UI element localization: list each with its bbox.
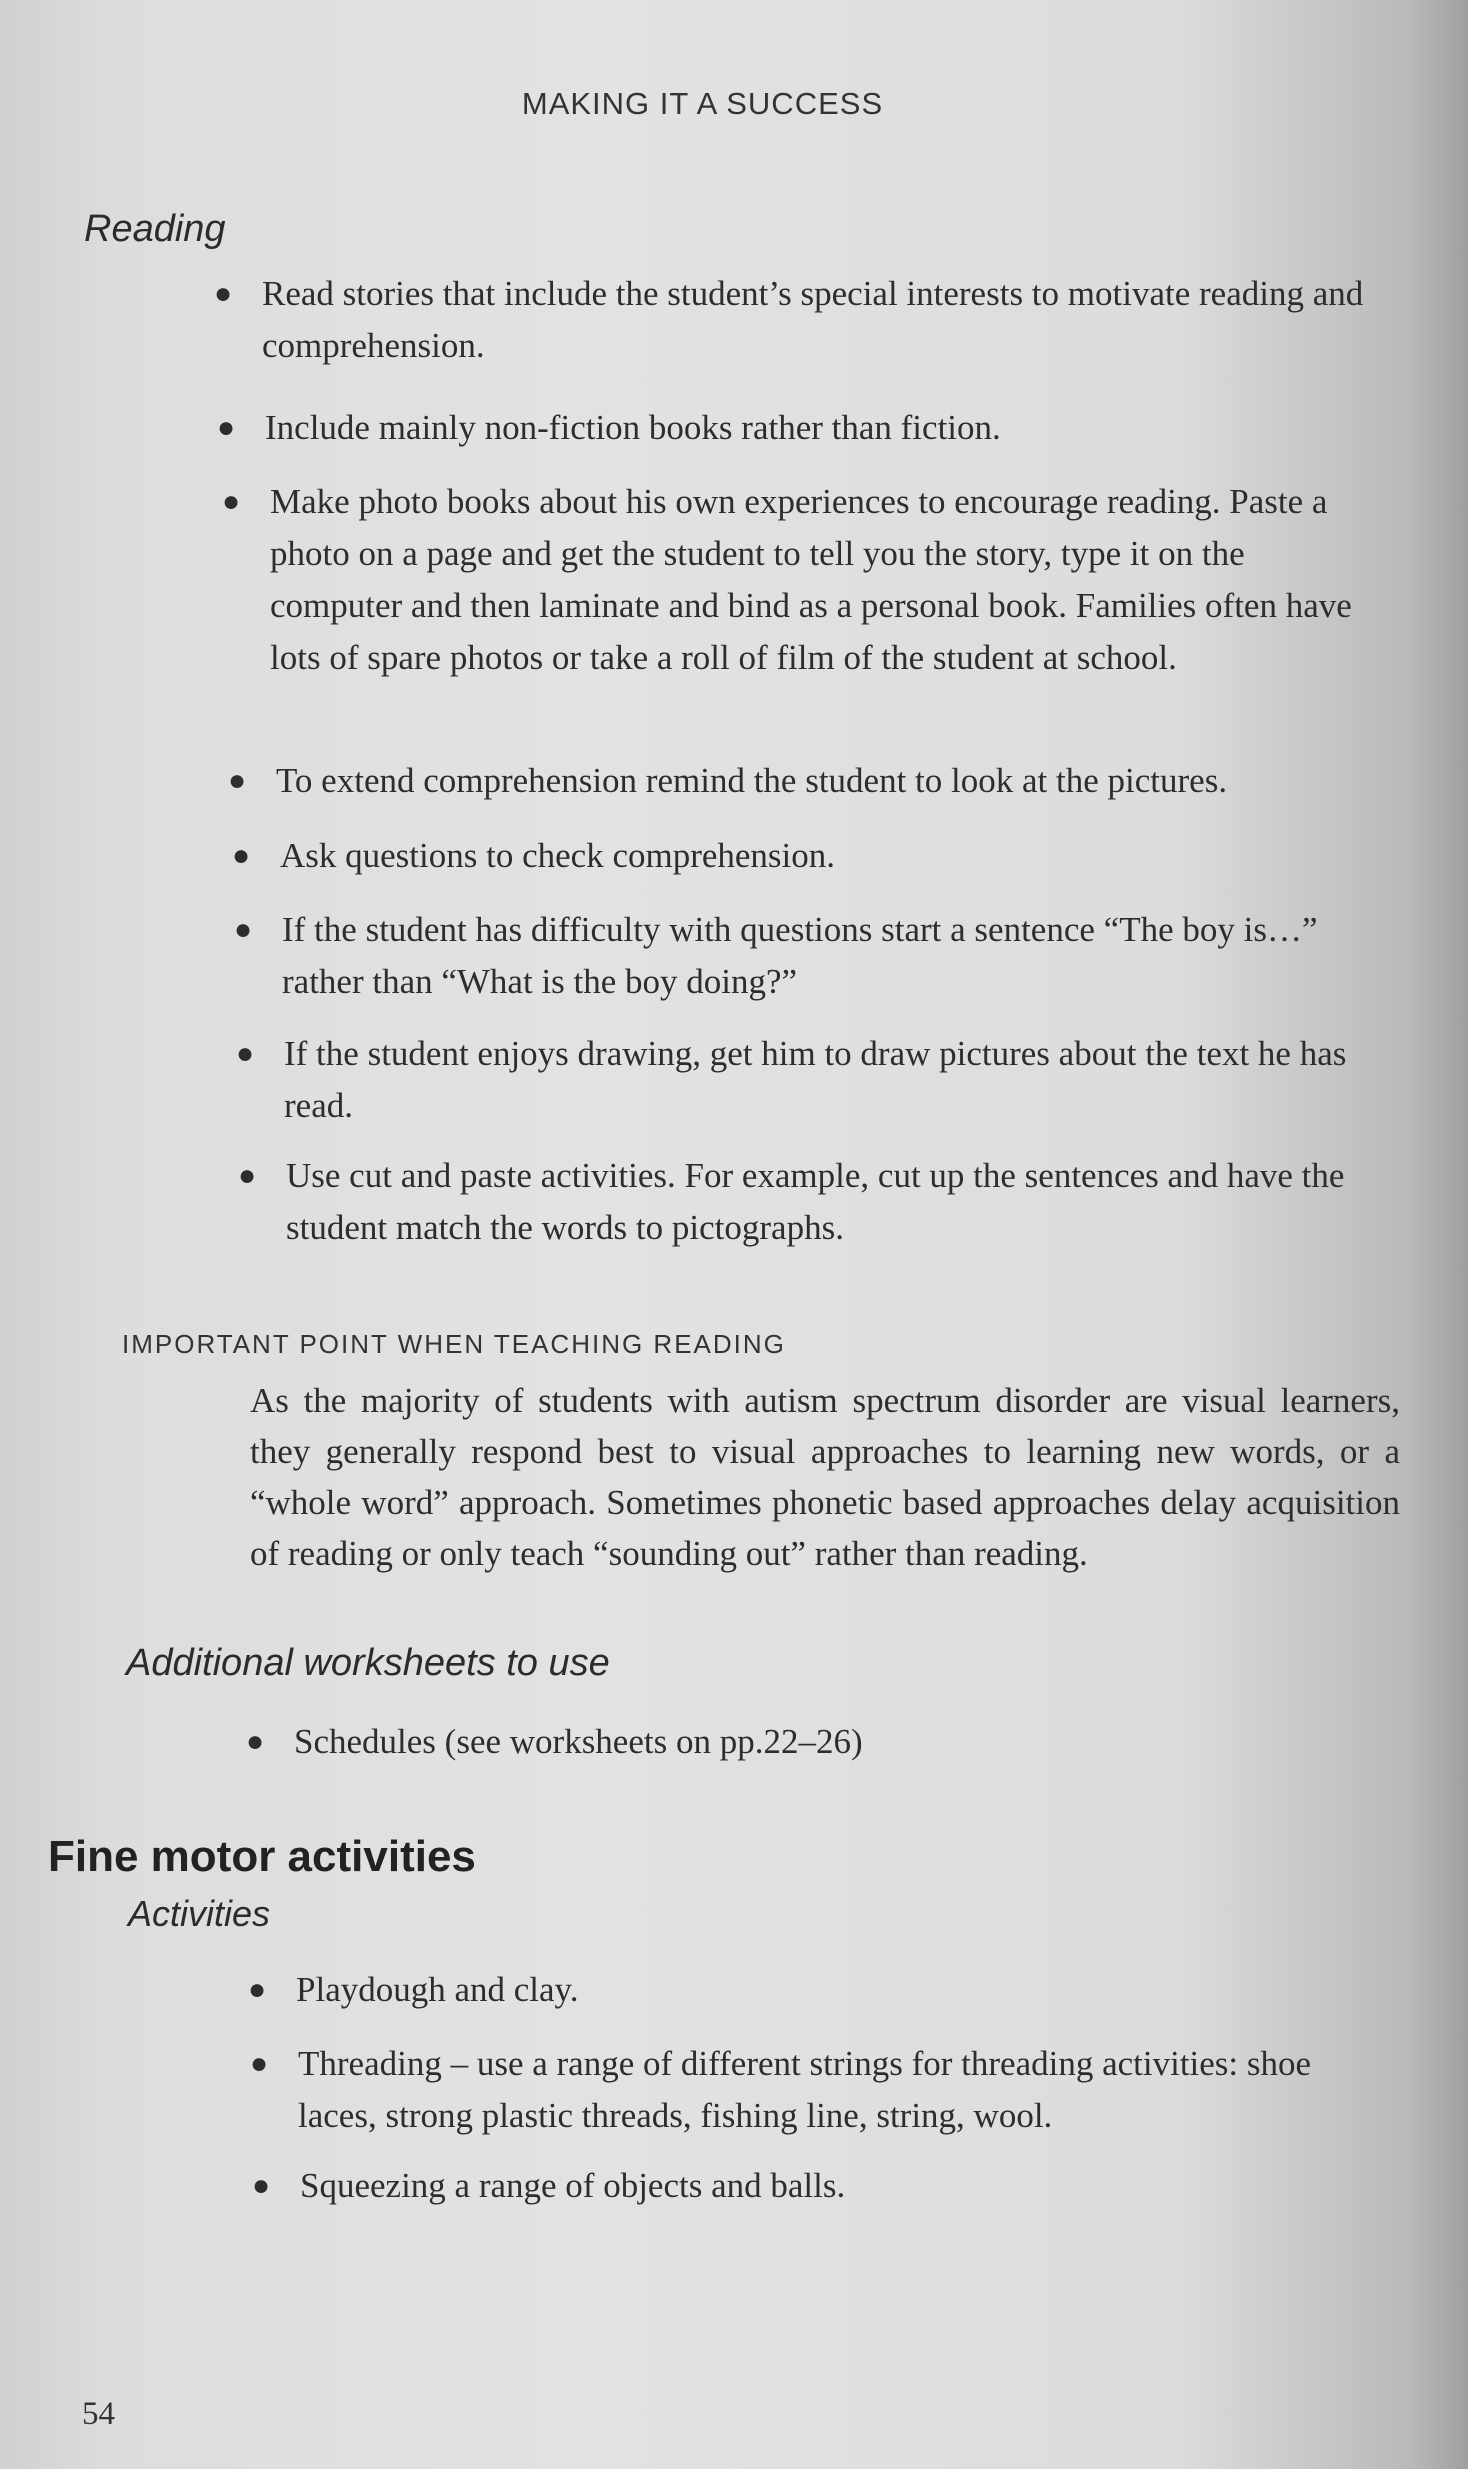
list-item: ● Schedules (see worksheets on pp.22–26) (294, 1716, 1294, 1768)
running-head: MAKING IT A SUCCESS (521, 86, 884, 121)
list-item: ● Threading – use a range of different strings for threading activities: shoe laces, strong plastic threads, fishing line, string, wool. (298, 2038, 1388, 2142)
list-item: ● Playdough and clay. (296, 1964, 1296, 2016)
bullet-icon: ● (234, 913, 253, 946)
list-item: ● Use cut and paste activities. For example, cut up the sentences and have the student match the words to pictographs. (286, 1150, 1376, 1254)
reading-heading: Reading (84, 208, 226, 250)
bullet-icon: ● (248, 1973, 267, 2006)
activities-subheading: Activities (128, 1893, 271, 1934)
bullet-icon: ● (238, 1159, 257, 1192)
list-item: ● Read stories that include the student’s special interests to motivate reading and comprehension. (262, 268, 1402, 372)
bullet-icon: ● (214, 277, 233, 310)
bullet-icon: ● (232, 839, 251, 872)
bullet-icon: ● (222, 485, 241, 518)
bullet-icon: ● (250, 2047, 269, 2080)
bullet-icon: ● (228, 764, 247, 797)
bullet-icon: ● (246, 1725, 265, 1758)
list-item: ● Squeezing a range of objects and balls. (300, 2160, 1300, 2212)
list-item: ● To extend comprehension remind the student to look at the pictures. (276, 755, 1376, 807)
worksheets-heading: Additional worksheets to use (126, 1642, 610, 1684)
important-point-heading: IMPORTANT POINT WHEN TEACHING READING (122, 1329, 786, 1359)
page-number: 54 (82, 2396, 115, 2432)
bullet-icon: ● (252, 2169, 271, 2202)
fine-motor-heading: Fine motor activities (48, 1832, 476, 1881)
important-point-text: As the majority of students with autism spectrum disorder are visual learners, they generally respond best to visual approaches to learning new words, or a “whole word” approach. Sometimes phonetic based approaches delay acquisition of reading or only teach “sounding out” rather than reading. (250, 1381, 1400, 1573)
bullet-icon: ● (236, 1037, 255, 1070)
list-item: ● If the student enjoys drawing, get him to draw pictures about the text he has read. (284, 1028, 1384, 1132)
list-item: ● Include mainly non-fiction books rather than fiction. (265, 402, 1395, 454)
list-item: ● Make photo books about his own experiences to encourage reading. Paste a photo on a page and get the student to tell you the story, type it on the computer and then laminate and bind as a personal book. Families often have lots of spare photos or take a roll of film of the student at school. (270, 476, 1380, 684)
list-item: ● If the student has difficulty with questions start a sentence “The boy is…” rather than “What is the boy doing?” (282, 904, 1387, 1008)
list-item: ● Ask questions to check comprehension. (280, 830, 1370, 882)
bullet-icon: ● (217, 411, 236, 444)
